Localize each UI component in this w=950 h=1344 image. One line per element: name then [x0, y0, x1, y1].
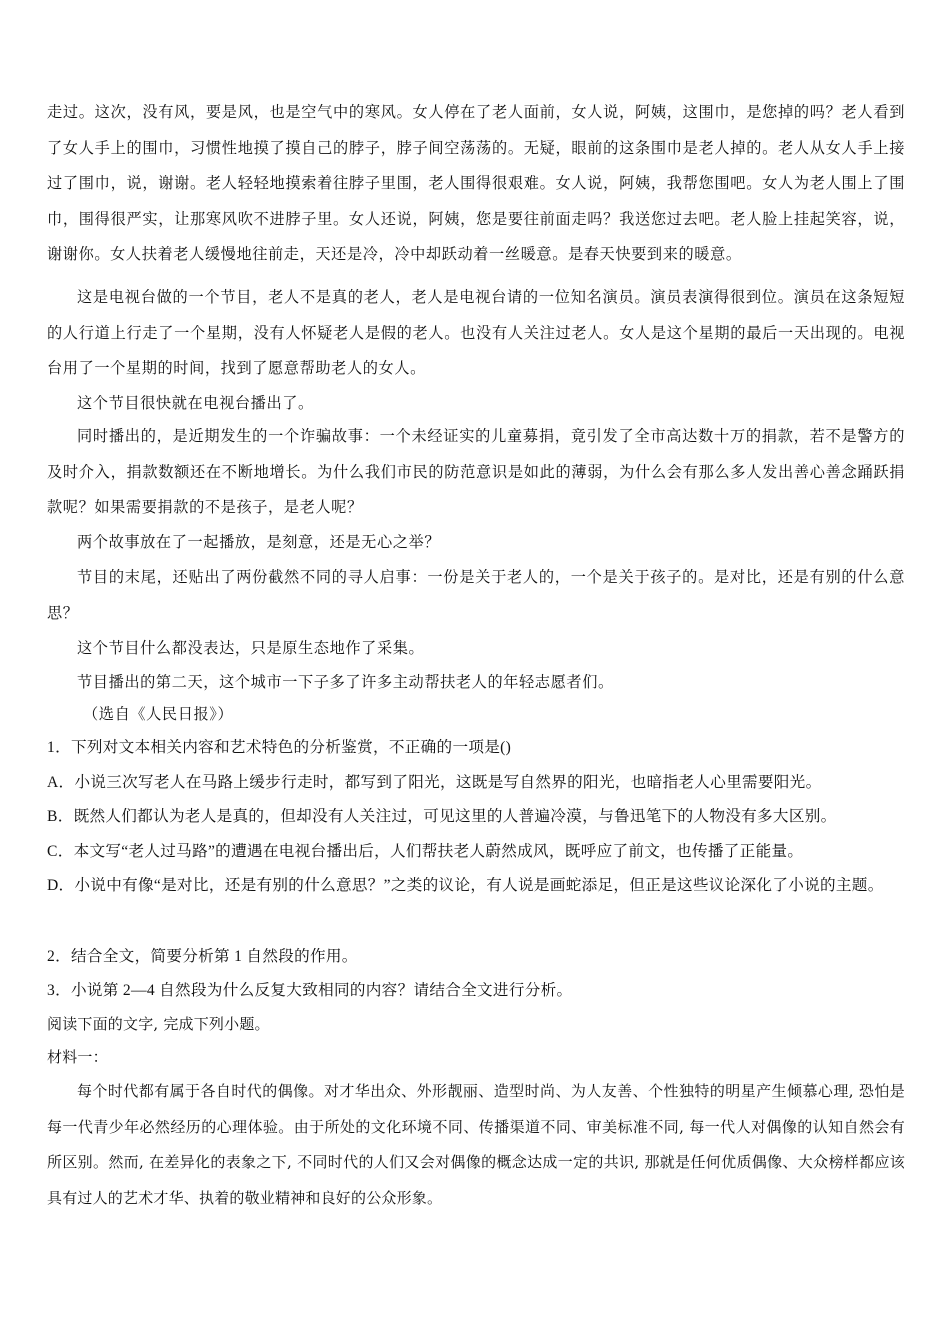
option-d: D．小说中有像“是对比，还是有别的什么意思？”之类的议论，有人说是画蛇添足，但正是这些议论深化了小说的主题。 [47, 877, 884, 894]
story-paragraph-2: 这是电视台做的一个节目，老人不是真的老人，老人是电视台请的一位知名演员。演员表演得很到位。演员在这条短短的人行道上行走了一个星期，没有人怀疑老人是假的老人。也没有人关注过老人。女人是这个星期的最后一天出现的。电视台用了一个星期的时间，找到了愿意帮助老人的女人。 [47, 288, 905, 377]
story-paragraph-3: 这个节目很快就在电视台播出了。 [77, 394, 314, 412]
question-2: 2．结合全文，简要分析第 1 自然段的作用。 [47, 948, 358, 965]
option-a: A．小说三次写老人在马路上缓步行走时，都写到了阳光，这既是写自然界的阳光，也暗指老人心里需要阳光。 [47, 774, 822, 791]
story-paragraph-7: 这个节目什么都没表达，只是原生态地作了采集。 [77, 639, 425, 657]
story-paragraph-4: 同时播出的，是近期发生的一个诈骗故事：一个未经证实的儿童募捐，竟引发了全市高达数十万的捐款，若不是警方的及时介入，捐款数额还在不断地增长。为什么我们市民的防范意识是如此的薄弱，为什么会有那么多人发出善心善念踊跃捐款呢？如果需要捐款的不是孩子，是老人呢？ [47, 427, 905, 516]
source-note: （选自《人民日报》） [83, 705, 234, 723]
story-paragraph-6: 节目的末尾，还贴出了两份截然不同的寻人启事：一份是关于老人的，一个是关于孩子的。是对比，还是有别的什么意思？ [47, 568, 905, 622]
question-3: 3．小说第 2—4 自然段为什么反复大致相同的内容？请结合全文进行分析。 [47, 982, 573, 999]
question-1: 1．下列对文本相关内容和艺术特色的分析鉴赏，不正确的一项是() [47, 739, 512, 756]
story-paragraph-8: 节目播出的第二天，这个城市一下子多了许多主动帮扶老人的年轻志愿者们。 [77, 673, 614, 691]
option-b: B．既然人们都认为老人是真的，但却没有人关注过，可见这里的人普遍冷漠，与鲁迅笔下的人物没有多大区别。 [47, 808, 837, 825]
material-paragraph-1: 每个时代都有属于各自时代的偶像。对才华出众、外形靓丽、造型时尚、为人友善、个性独特的明星产生倾慕心理, 恐怕是每一代青少年必然经历的心理体验。由于所处的文化环境不同、传播渠道不同、审美标准不同, 每一代人对偶像的认知自然会有所区别。然而, 在差异化的表象之下, 不同时代的人们又会对偶像的概念达成一定的共识, 那就是任何优质偶像、大众榜样都应该具有过人的艺术才华、执着的敬业精神和良好的公众形象。 [47, 1082, 905, 1207]
section-intro: 阅读下面的文字, 完成下列小题。 [47, 1015, 270, 1033]
option-c: C．本文写“老人过马路”的遭遇在电视台播出后，人们帮扶老人蔚然成风，既呼应了前文，也传播了正能量。 [47, 843, 804, 860]
story-paragraph-5: 两个故事放在了一起播放，是刻意，还是无心之举？ [77, 533, 441, 551]
story-paragraph-1: 走过。这次，没有风，要是风，也是空气中的寒风。女人停在了老人面前，女人说，阿姨，这围巾，是您掉的吗？老人看到了女人手上的围巾，习惯性地摸了摸自己的脖子，脖子间空荡荡的。无疑，眼前的这条围巾是老人掉的。老人从女人手上接过了围巾，说，谢谢。老人轻轻地摸索着往脖子里围，老人围得很艰难。女人说，阿姨，我帮您围吧。女人为老人围上了围巾，围得很严实，让那寒风吹不进脖子里。女人还说，阿姨，您是要往前面走吗？我送您过去吧。老人脸上挂起笑容，说，谢谢你。女人扶着老人缓慢地往前走，天还是冷，冷中却跃动着一丝暖意。是春天快要到来的暖意。 [47, 103, 905, 263]
material-label: 材料一： [47, 1048, 108, 1066]
